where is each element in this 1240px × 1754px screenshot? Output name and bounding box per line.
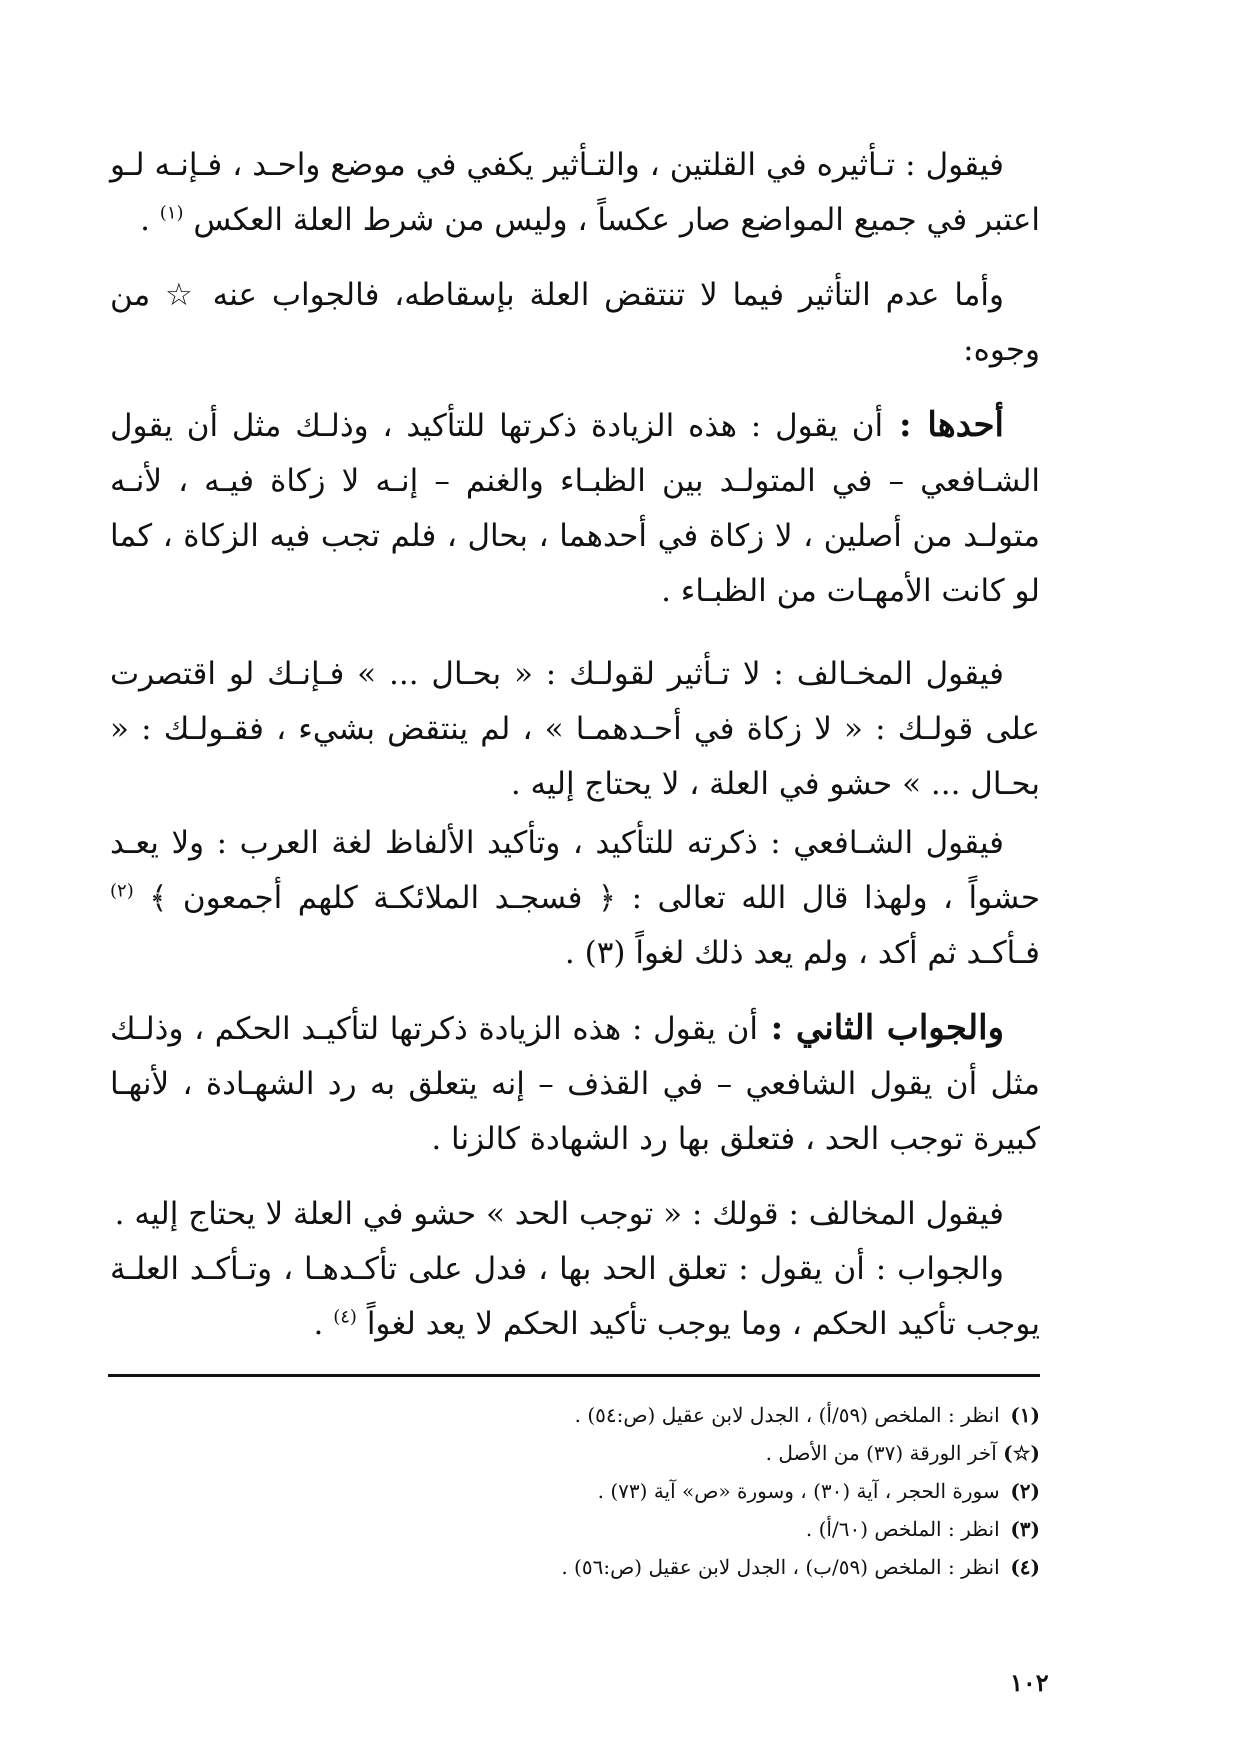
footnote-number: (١) [1010, 1403, 1040, 1427]
footnote-text: انظر : الملخص (٥٩/ب) ، الجدل لابن عقيل (ص:٥٦) . [561, 1555, 1000, 1579]
footnote-ref: (٢) [110, 880, 134, 902]
footnotes [110, 1396, 1040, 1586]
paragraph-7 [110, 1187, 1040, 1242]
footnote-item [110, 1548, 1040, 1586]
footnote-number: (٢) [1010, 1479, 1040, 1503]
footnote-item [110, 1434, 1040, 1472]
paragraph-6 [110, 1001, 1040, 1167]
footnote-divider [108, 1374, 1040, 1377]
paragraph-2 [110, 268, 1040, 378]
paragraph-text: فيقول الشـافعي : ذكرته للتأكيد ، وتأكيد الألفاظ لغة العرب : ولا يعـد حشواً ، ولهذا قال الله تعالى : ﴿ فسجـد الملائكـة كلهم أجمعون ﴾ [110, 825, 1040, 916]
paragraph-tail: . [140, 202, 150, 238]
footnote-text: آخر الورقة (٣٧) من الأصل . [765, 1441, 997, 1465]
footnote-ref: (٤) [333, 1306, 357, 1328]
footnote-item [110, 1510, 1040, 1548]
paragraph-text: فيقول : تـأثيره في القلتين ، والتـأثير يكفي في موضع واحـد ، فـإنـه لـو اعتبر في جميع المواضع صار عكساً ، وليس من شرط العلة العكس [110, 147, 1040, 238]
footnote-text: سورة الحجر ، آية (٣٠) ، وسورة «ص» آية (٧٣) . [597, 1479, 1000, 1503]
footnote-text: انظر : الملخص (٥٩/أ) ، الجدل لابن عقيل (ص:٥٤) . [574, 1403, 1000, 1427]
paragraph-text: وأما عدم التأثير فيما لا تنتقض العلة بإسقاطه، فالجواب عنه ☆ من وجوه: [110, 277, 1040, 368]
paragraph-lead: أحدها : [883, 405, 1005, 445]
paragraph-text: فيقول المخالف : قولك : « توجب الحد » حشو في العلة لا يحتاج إليه . [114, 1196, 1004, 1232]
footnote-text: انظر : الملخص (٦٠/أ) . [805, 1517, 1000, 1541]
paragraph-tail: فـأكـد ثم أكد ، ولم يعد ذلك لغواً (٣) . [564, 935, 1040, 971]
footnote-ref: (١) [159, 202, 184, 224]
paragraph-5 [110, 816, 1040, 981]
paragraph-4 [110, 647, 1040, 812]
footnote-item [110, 1396, 1040, 1434]
paragraph-text: فيقول المخـالف : لا تـأثير لقولـك : « بحـال ... » فـإنـك لو اقتصرت على قولـك : « لا زكاة في أحـدهمـا » ، لم ينتقض بشيء ، فقـولـك : « بحـال ... » حشو في العلة ، لا يحتاج إليه . [110, 656, 1040, 802]
paragraph-1 [110, 138, 1040, 248]
footnote-number: (☆) [1003, 1441, 1040, 1465]
paragraph-text: والجواب : أن يقول : تعلق الحد بها ، فدل على تأكـدهـا ، وتـأكـد العلـة يوجب تأكيد الحكم ، وما يوجب تأكيد الحكم لا يعد لغواً [110, 1251, 1040, 1342]
footnote-number: (٣) [1010, 1517, 1040, 1541]
paragraph-8 [110, 1242, 1040, 1352]
page-number: ١٠٢ [1010, 1668, 1049, 1697]
paragraph-3 [110, 398, 1040, 619]
paragraph-text: أن يقول : هذه الزيادة ذكرتها للتأكيد ، وذلـك مثل أن يقول الشـافعي – في المتولـد بين الظبـاء والغنم – إنـه لا زكاة فيـه ، لأنـه متولـد من أصلين ، لا زكاة في أحدهما ، بحال ، فلم تجب فيه الزكاة ، كما لو كانت الأمهـات من الظبـاء . [110, 408, 1040, 609]
footnote-number: (٤) [1010, 1555, 1040, 1579]
paragraph-text: أن يقول : هذه الزيادة ذكرتها لتأكيـد الحكم ، وذلـك مثل أن يقول الشافعي – في القذف – إنه يتعلق به رد الشهـادة ، لأنهـا كبيرة توجب الحد ، فتعلق بها رد الشهادة كالزنا . [110, 1011, 1040, 1157]
paragraph-tail: . [313, 1306, 324, 1342]
footnote-item [110, 1472, 1040, 1510]
paragraph-lead: والجواب الثاني : [758, 1008, 1004, 1048]
main-text [110, 138, 1040, 1352]
